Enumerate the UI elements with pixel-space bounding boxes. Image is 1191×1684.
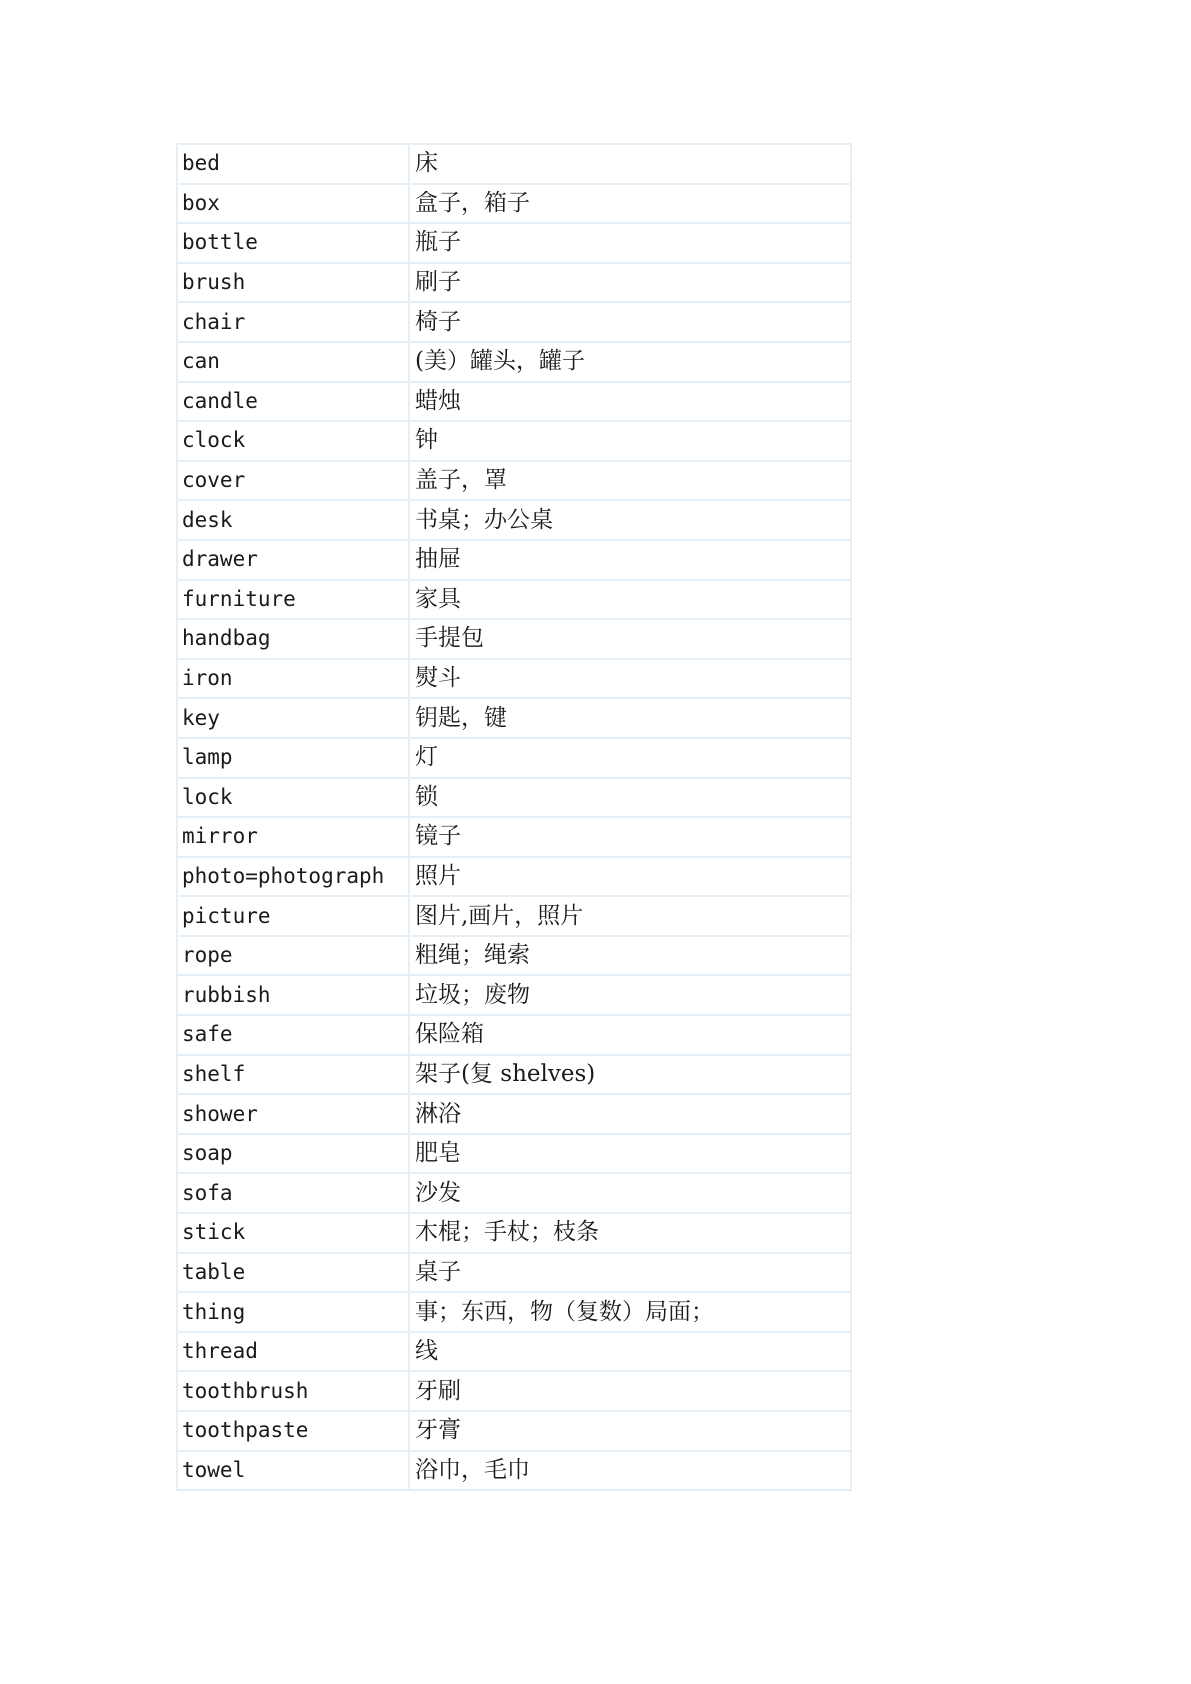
english-word-cell: towel xyxy=(177,1451,409,1491)
english-word-cell: box xyxy=(177,184,409,224)
chinese-meaning-cell: 肥皂 xyxy=(409,1134,851,1174)
chinese-meaning-cell: 浴巾，毛巾 xyxy=(409,1451,851,1491)
vocabulary-row xyxy=(177,1253,851,1293)
vocabulary-row xyxy=(177,1213,851,1253)
english-word-cell: toothpaste xyxy=(177,1411,409,1451)
english-word-cell: sofa xyxy=(177,1173,409,1213)
chinese-meaning-cell: 钟 xyxy=(409,421,851,461)
vocabulary-row xyxy=(177,1411,851,1451)
vocabulary-row xyxy=(177,1371,851,1411)
chinese-meaning-cell: 蜡烛 xyxy=(409,382,851,422)
chinese-meaning-cell: 家具 xyxy=(409,580,851,620)
chinese-meaning-cell: 图片,画片，照片 xyxy=(409,896,851,936)
english-word-cell: photo=photograph xyxy=(177,857,409,897)
english-word-cell: picture xyxy=(177,896,409,936)
vocabulary-row xyxy=(177,1451,851,1491)
vocabulary-row xyxy=(177,540,851,580)
vocabulary-row xyxy=(177,1332,851,1372)
english-word-cell: cover xyxy=(177,461,409,501)
chinese-meaning-cell: 照片 xyxy=(409,857,851,897)
vocabulary-row xyxy=(177,1015,851,1055)
vocabulary-row xyxy=(177,1292,851,1332)
vocabulary-row xyxy=(177,619,851,659)
chinese-meaning-cell: 木棍；手杖；枝条 xyxy=(409,1213,851,1253)
vocabulary-row xyxy=(177,580,851,620)
chinese-meaning-cell: 牙膏 xyxy=(409,1411,851,1451)
english-word-cell: rubbish xyxy=(177,975,409,1015)
english-word-cell: desk xyxy=(177,500,409,540)
english-word-cell: drawer xyxy=(177,540,409,580)
chinese-meaning-cell: 牙刷 xyxy=(409,1371,851,1411)
chinese-meaning-cell: 垃圾；废物 xyxy=(409,975,851,1015)
english-word-cell: rope xyxy=(177,936,409,976)
chinese-meaning-cell: 椅子 xyxy=(409,302,851,342)
vocabulary-row xyxy=(177,936,851,976)
english-word-cell: chair xyxy=(177,302,409,342)
english-word-cell: brush xyxy=(177,263,409,303)
chinese-meaning-cell: 钥匙，键 xyxy=(409,698,851,738)
vocabulary-row xyxy=(177,342,851,382)
vocabulary-row xyxy=(177,223,851,263)
english-word-cell: candle xyxy=(177,382,409,422)
chinese-meaning-cell: 熨斗 xyxy=(409,659,851,699)
english-word-cell: shower xyxy=(177,1094,409,1134)
vocabulary-table-body xyxy=(177,144,851,1490)
english-word-cell: soap xyxy=(177,1134,409,1174)
vocabulary-row xyxy=(177,461,851,501)
english-word-cell: thread xyxy=(177,1332,409,1372)
chinese-meaning-cell: 事；东西，物（复数）局面； xyxy=(409,1292,851,1332)
vocabulary-row xyxy=(177,263,851,303)
vocabulary-row xyxy=(177,857,851,897)
vocabulary-row xyxy=(177,421,851,461)
chinese-meaning-cell: 沙发 xyxy=(409,1173,851,1213)
vocabulary-row xyxy=(177,778,851,818)
english-word-cell: furniture xyxy=(177,580,409,620)
english-word-cell: lamp xyxy=(177,738,409,778)
vocabulary-row xyxy=(177,302,851,342)
vocabulary-row xyxy=(177,382,851,422)
chinese-meaning-cell: (美）罐头，罐子 xyxy=(409,342,851,382)
english-word-cell: lock xyxy=(177,778,409,818)
chinese-meaning-cell: 桌子 xyxy=(409,1253,851,1293)
chinese-meaning-cell: 床 xyxy=(409,144,851,184)
vocabulary-row xyxy=(177,1134,851,1174)
chinese-meaning-cell: 刷子 xyxy=(409,263,851,303)
chinese-meaning-cell: 瓶子 xyxy=(409,223,851,263)
vocabulary-row xyxy=(177,144,851,184)
chinese-meaning-cell: 线 xyxy=(409,1332,851,1372)
vocabulary-table xyxy=(176,143,852,1491)
chinese-meaning-cell: 抽屉 xyxy=(409,540,851,580)
english-word-cell: bottle xyxy=(177,223,409,263)
vocabulary-row xyxy=(177,698,851,738)
chinese-meaning-cell: 手提包 xyxy=(409,619,851,659)
chinese-meaning-cell: 架子(复 shelves) xyxy=(409,1055,851,1095)
vocabulary-row xyxy=(177,975,851,1015)
vocabulary-row xyxy=(177,1055,851,1095)
vocabulary-row xyxy=(177,738,851,778)
english-word-cell: bed xyxy=(177,144,409,184)
chinese-meaning-cell: 保险箱 xyxy=(409,1015,851,1055)
english-word-cell: toothbrush xyxy=(177,1371,409,1411)
chinese-meaning-cell: 盒子，箱子 xyxy=(409,184,851,224)
vocabulary-row xyxy=(177,500,851,540)
english-word-cell: iron xyxy=(177,659,409,699)
english-word-cell: shelf xyxy=(177,1055,409,1095)
vocabulary-row xyxy=(177,1173,851,1213)
english-word-cell: thing xyxy=(177,1292,409,1332)
chinese-meaning-cell: 淋浴 xyxy=(409,1094,851,1134)
english-word-cell: clock xyxy=(177,421,409,461)
chinese-meaning-cell: 镜子 xyxy=(409,817,851,857)
english-word-cell: can xyxy=(177,342,409,382)
vocabulary-row xyxy=(177,896,851,936)
vocabulary-row xyxy=(177,1094,851,1134)
vocabulary-row xyxy=(177,184,851,224)
english-word-cell: key xyxy=(177,698,409,738)
vocabulary-row xyxy=(177,817,851,857)
chinese-meaning-cell: 灯 xyxy=(409,738,851,778)
chinese-meaning-cell: 盖子，罩 xyxy=(409,461,851,501)
english-word-cell: mirror xyxy=(177,817,409,857)
vocabulary-row xyxy=(177,659,851,699)
english-word-cell: table xyxy=(177,1253,409,1293)
english-word-cell: handbag xyxy=(177,619,409,659)
chinese-meaning-cell: 锁 xyxy=(409,778,851,818)
chinese-meaning-cell: 粗绳；绳索 xyxy=(409,936,851,976)
english-word-cell: safe xyxy=(177,1015,409,1055)
chinese-meaning-cell: 书桌；办公桌 xyxy=(409,500,851,540)
english-word-cell: stick xyxy=(177,1213,409,1253)
